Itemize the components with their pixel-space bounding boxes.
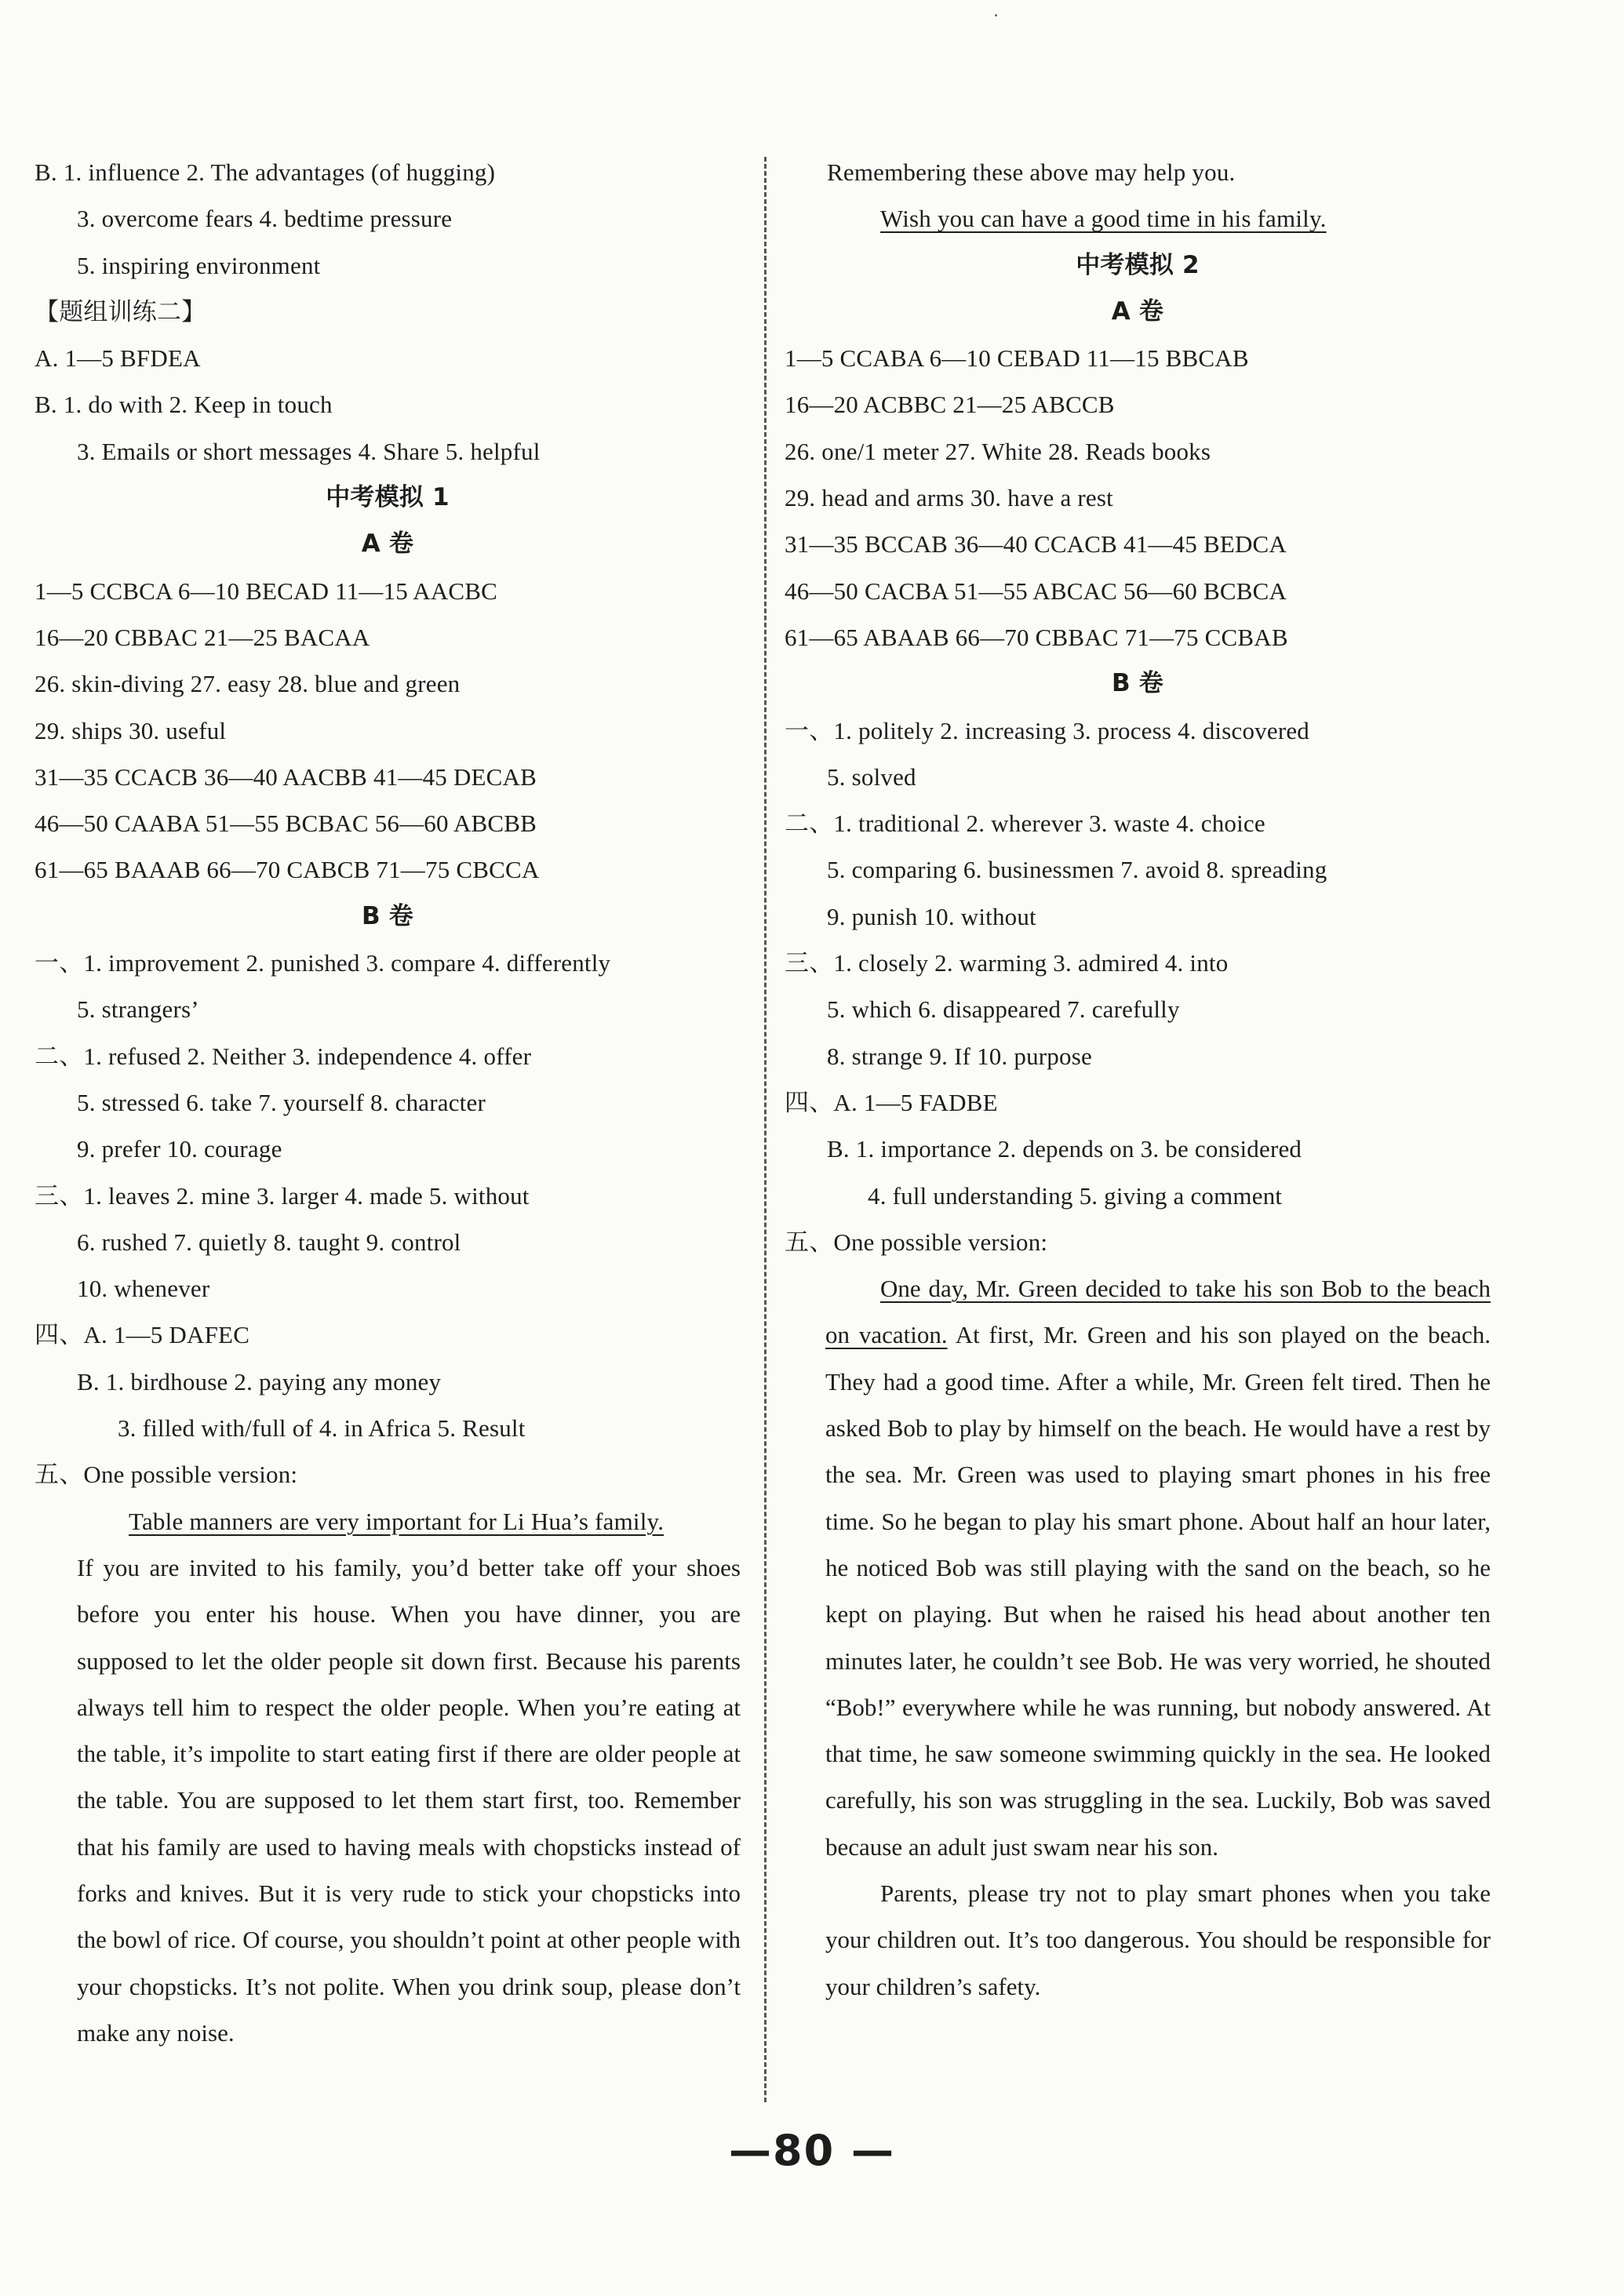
essay-paragraph: If you are invited to his family, you’d better take off your shoes before you enter his house. When you have dinner, you are supposed to let the older people sit down first. Because his parents always tell him to respect the older people. When you’re eating at the table, it’s impolite to start eating first if there are older people at the table. You are supposed to let them start first, too. Remember that his family are used to having meals with chopsticks instead of forks and knives. But it is very rude to stick your chopsticks into the bowl of rice. Of course, you shouldn’t point at other people with your chopsticks. It’s not polite. When you drink soup, please don’t make any noise. (77, 1553, 741, 2047)
answer-line: 5. comparing 6. businessmen 7. avoid 8. spreading (827, 856, 1327, 884)
essay-body (35, 1545, 741, 2056)
right-column (785, 149, 1491, 2010)
answer-line: 4. full understanding 5. giving a comment (868, 1181, 1283, 1210)
column-divider (764, 157, 766, 2102)
answer-line: 三、1. leaves 2. mine 3. larger 4. made 5. without (35, 1181, 530, 1210)
answer-line: 一、1. improvement 2. punished 3. compare 4. differently (35, 949, 611, 977)
answer-line: 五、One possible version: (785, 1228, 1048, 1256)
answer-line: B. 1. birdhouse 2. paying any money (77, 1367, 442, 1395)
answer-line: 9. punish 10. without (827, 902, 1036, 930)
essay-closing-wish (785, 195, 1491, 242)
answer-line: 五、One possible version: (35, 1461, 298, 1489)
left-answer-block-1 (35, 149, 741, 475)
paper-b-heading: B 卷 (1111, 669, 1164, 698)
essay-closing-line: Remembering these above may help you. (827, 158, 1236, 186)
scan-speck (995, 14, 997, 16)
answer-line: B. 1. importance 2. depends on 3. be considered (827, 1135, 1302, 1163)
answer-line: 61—65 BAAAB 66—70 CABCB 71—75 CBCCA (35, 856, 540, 884)
answer-line: 5. inspiring environment (77, 251, 321, 279)
answer-line: 5. stressed 6. take 7. yourself 8. character (77, 1088, 486, 1116)
answer-line: 29. ships 30. useful (35, 716, 227, 744)
essay-title (35, 1498, 741, 1545)
section-heading: 中考模拟 2 (1076, 250, 1200, 279)
answer-line: 1—5 CCABA 6—10 CEBAD 11—15 BBCAB (785, 344, 1249, 373)
right-answer-block-3 (785, 708, 1491, 1266)
answer-line: 31—35 CCACB 36—40 AACBB 41—45 DECAB (35, 762, 537, 791)
answer-line: 61—65 ABAAB 66—70 CBBAC 71—75 CCBAB (785, 623, 1288, 651)
paper-a-heading: A 卷 (1111, 297, 1164, 326)
essay-body (785, 1265, 1491, 2010)
right-answer-block-2 (785, 335, 1491, 660)
answer-line: 【题组训练二】 (35, 297, 206, 326)
answer-line: 1—5 CCBCA 6—10 BECAD 11—15 AACBC (35, 577, 498, 605)
answer-line: 46—50 CACBA 51—55 ABCAC 56—60 BCBCA (785, 577, 1287, 605)
answer-line: 3. filled with/full of 4. in Africa 5. Result (118, 1414, 526, 1443)
essay-paragraph: Parents, please try not to play smart phones when you take your children out. It’s too dangerous. You should be responsible for your children’s safety. (825, 1879, 1491, 2000)
answer-line: 31—35 BCCAB 36—40 CCACB 41—45 BEDCA (785, 530, 1287, 559)
answer-line: 一、1. politely 2. increasing 3. process 4. discovered (785, 716, 1309, 744)
answer-line: B. 1. influence 2. The advantages (of hugging) (35, 158, 496, 186)
answer-line: 三、1. closely 2. warming 3. admired 4. into (785, 949, 1229, 977)
left-column (35, 149, 741, 2056)
answer-line: 16—20 CBBAC 21—25 BACAA (35, 623, 370, 651)
essay-title-text: Table manners are very important for Li Hua’s family. (129, 1507, 665, 1535)
answer-line: 3. Emails or short messages 4. Share 5. helpful (77, 437, 541, 465)
answer-line: 二、1. refused 2. Neither 3. independence 4. offer (35, 1042, 532, 1070)
paper-a-heading: A 卷 (361, 529, 414, 559)
answer-line: A. 1—5 BFDEA (35, 344, 201, 373)
answer-line: 9. prefer 10. courage (77, 1135, 282, 1163)
essay-paragraph-rest: At first, Mr. Green and his son played on the beach. They had a good time. After a while, Mr. Green felt tired. Then he asked Bob to play by himself on the beach. He would have a rest by the sea. Mr. Green was used to playing smart phones in his free time. So he began to play his smart phone. About half an hour later, he noticed Bob was still playing with the sand on the beach, so he kept on playing. But when he raised his head about another ten minutes later, he couldn’t see Bob. He was very worried, he shouted “Bob!” everywhere while he was running, but nobody answered. At that time, he saw someone swimming quickly in the sea. He looked carefully, his son was struggling in the sea. Luckily, Bob was saved because an adult just swam near his son. (825, 1321, 1491, 1861)
answer-line: B. 1. do with 2. Keep in touch (35, 391, 333, 419)
section-heading: 中考模拟 1 (326, 483, 450, 512)
left-answer-block-2 (35, 568, 741, 893)
answer-line: 10. whenever (77, 1275, 210, 1303)
answer-line: 二、1. traditional 2. wherever 3. waste 4. choice (785, 810, 1265, 838)
answer-line: 8. strange 9. If 10. purpose (827, 1042, 1092, 1070)
essay-paragraph (825, 1265, 1491, 1870)
answer-line: 5. strangers’ (77, 995, 199, 1024)
answer-line: 26. skin-diving 27. easy 28. blue and green (35, 670, 461, 698)
left-answer-block-3 (35, 940, 741, 1498)
answer-line: 5. solved (827, 762, 916, 791)
page-number: —80 — (729, 2126, 895, 2175)
paper-b-heading: B 卷 (361, 901, 414, 930)
answer-line: 46—50 CAABA 51—55 BCBAC 56—60 ABCBB (35, 810, 537, 838)
answer-line: 3. overcome fears 4. bedtime pressure (77, 205, 453, 233)
essay-closing-wish-text: Wish you can have a good time in his family. (880, 205, 1327, 233)
answer-line: 29. head and arms 30. have a rest (785, 484, 1113, 512)
answer-line: 四、A. 1—5 FADBE (785, 1088, 998, 1116)
answer-line: 16—20 ACBBC 21—25 ABCCB (785, 391, 1115, 419)
answer-line: 6. rushed 7. quietly 8. taught 9. control (77, 1228, 461, 1256)
essay-topic-sentence: One day, Mr. Green decided to take his son Bob to the beach on vacation. (825, 1275, 1491, 1349)
answer-line: 四、A. 1—5 DAFEC (35, 1321, 250, 1349)
answer-line: 26. one/1 meter 27. White 28. Reads books (785, 437, 1211, 465)
answer-line: 5. which 6. disappeared 7. carefully (827, 995, 1180, 1024)
